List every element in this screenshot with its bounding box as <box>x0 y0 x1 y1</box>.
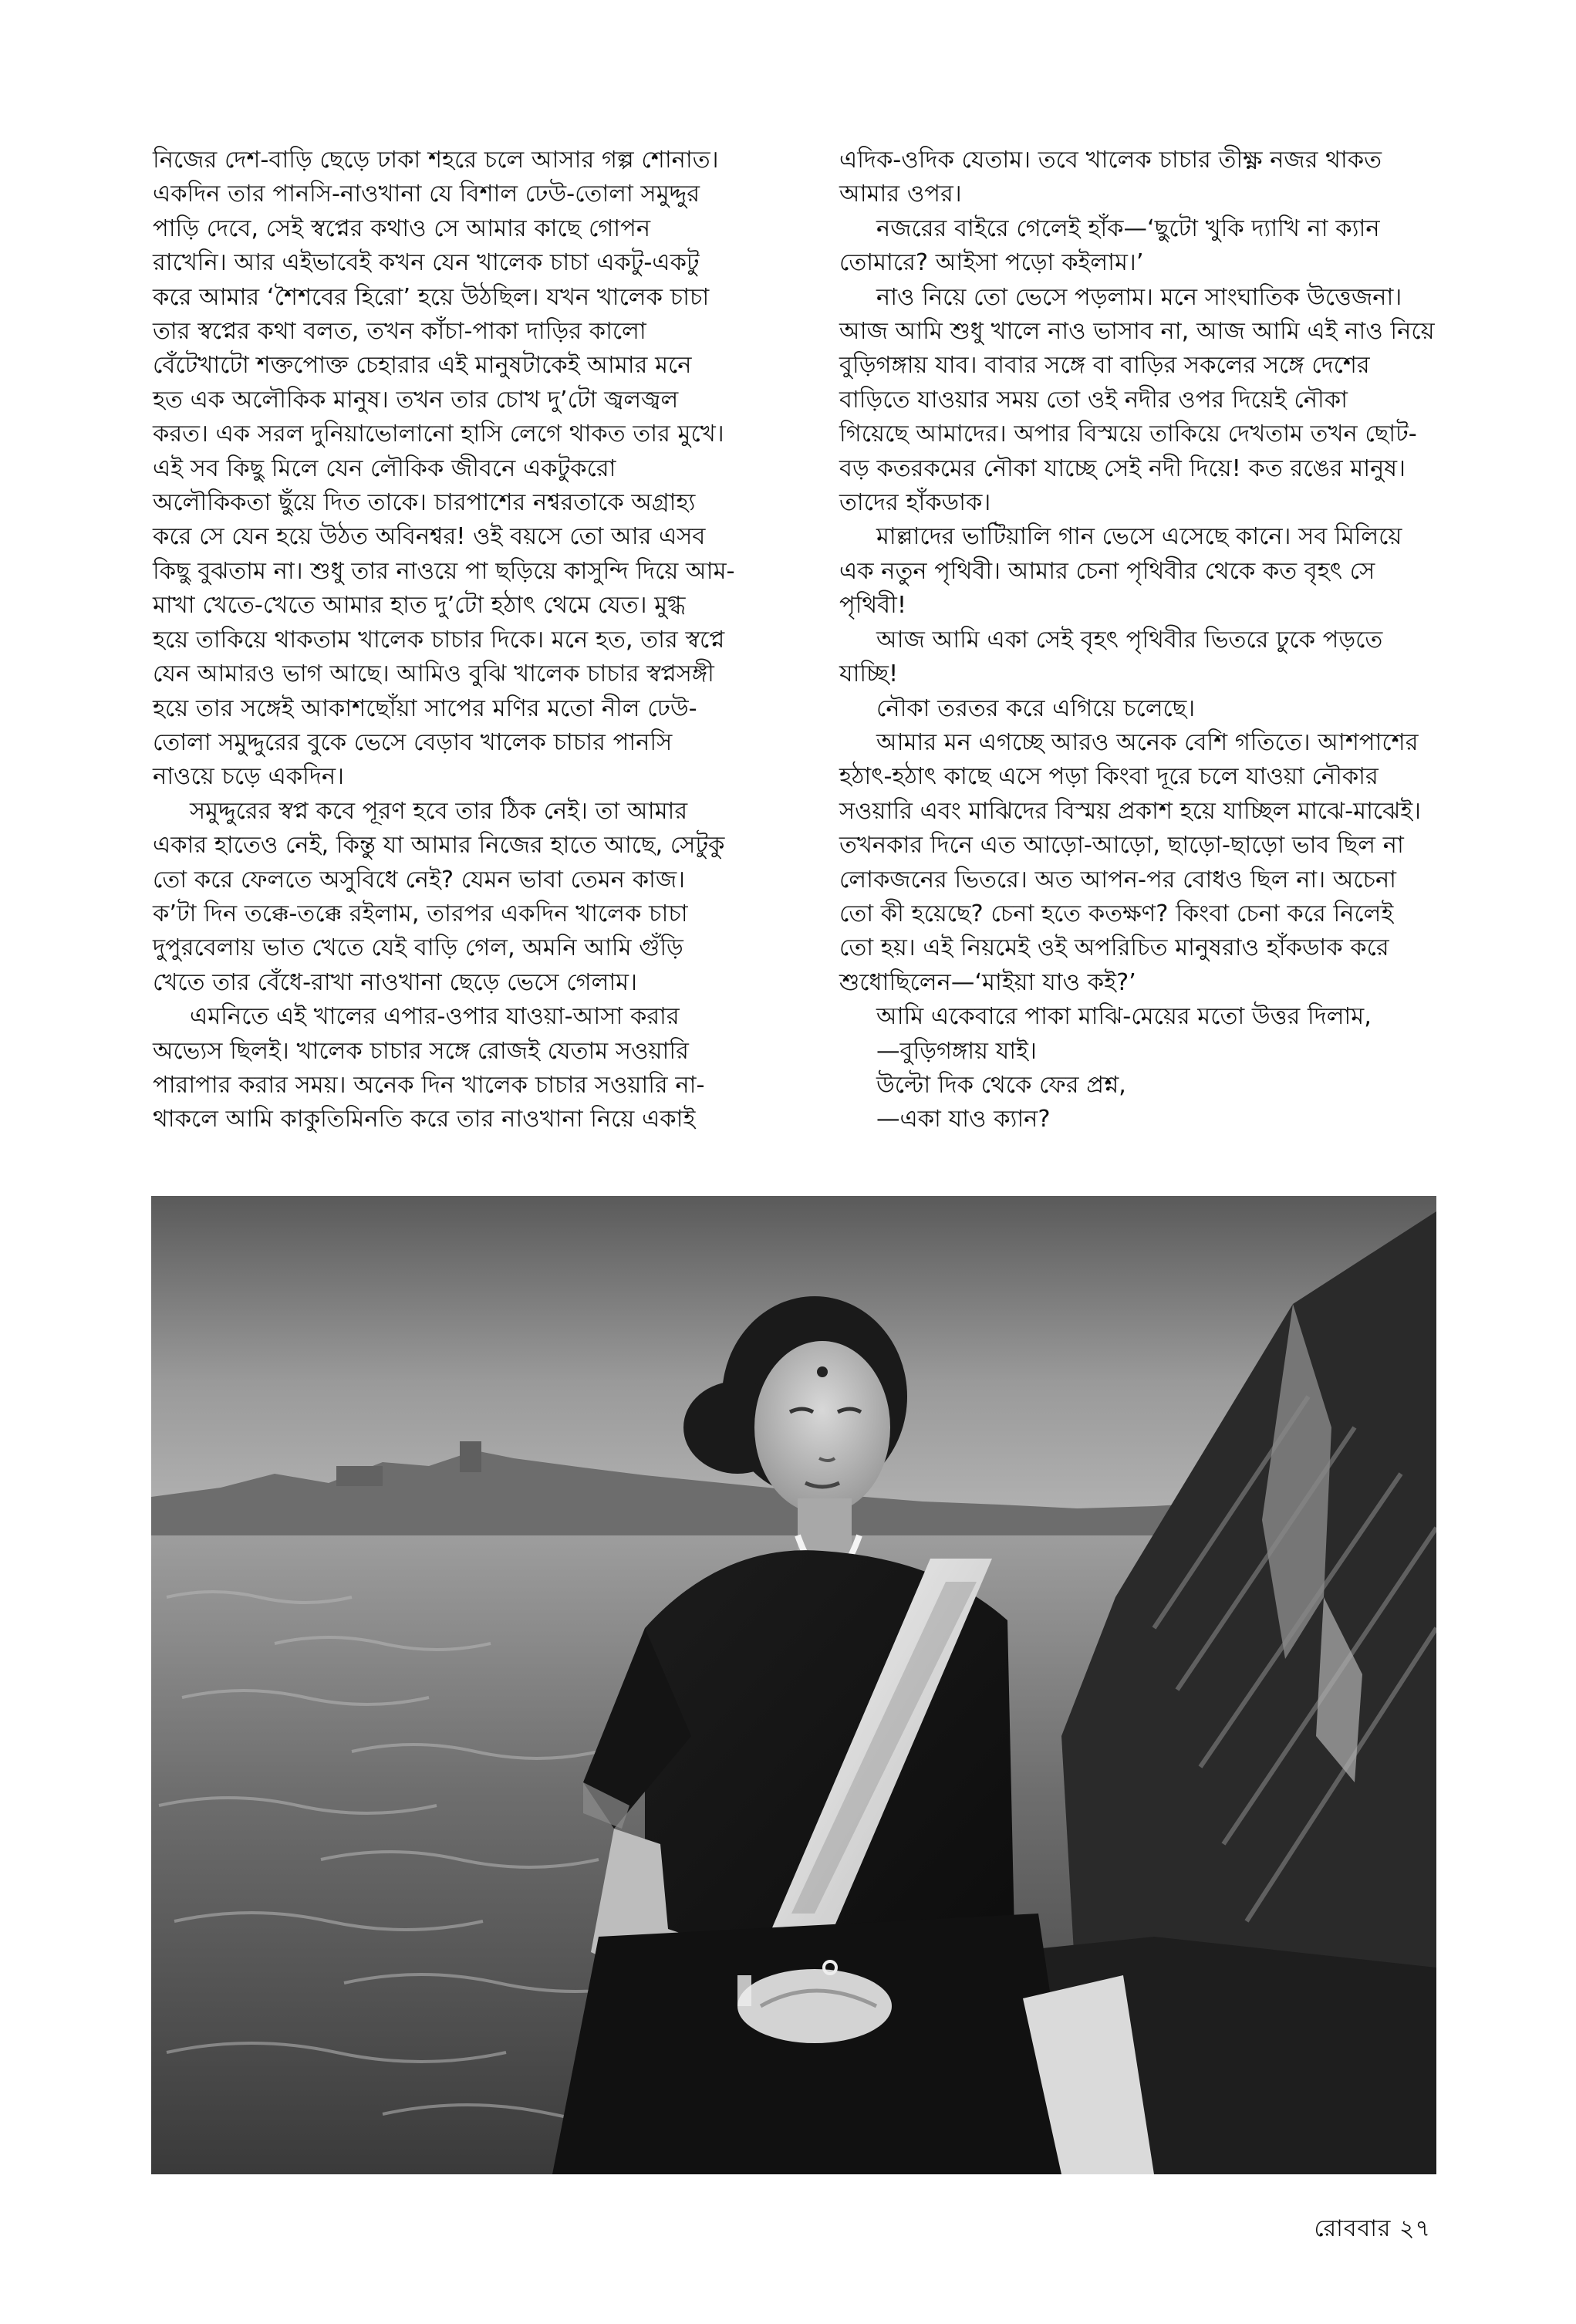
text-line: এদিক-ওদিক যেতাম। তবে খালেক চাচার তীক্ষ্ণ নজর থাকত <box>839 147 1382 174</box>
text-line: আজ আমি একা সেই বৃহৎ পৃথিবীর ভিতরে ঢুকে পড়তে <box>876 626 1383 654</box>
text-line: অভ্যেস ছিলই। খালেক চাচার সঙ্গে রোজই যেতাম সওয়ারি <box>153 1037 689 1065</box>
text-line: থাকলে আমি কাকুতিমিনতি করে তার নাওখানা নিয়ে একাই <box>153 1106 696 1133</box>
text-line: একদিন তার পানসি-নাওখানা যে বিশাল ঢেউ-তোলা সমুদ্দুর <box>153 181 700 208</box>
text-line: মাল্লাদের ভাটিয়ালি গান ভেসে এসেছে কানে। সব মিলিয়ে <box>876 523 1402 551</box>
text-line: করত। এক সরল দুনিয়াভোলানো হাসি লেগে থাকত তার মুখে। <box>153 421 724 448</box>
text-line: কিছু বুঝতাম না। শুধু তার নাওয়ে পা ছড়িয়ে কাসুন্দি দিয়ে আম- <box>153 557 735 585</box>
text-line: মাখা খেতে-খেতে আমার হাত দু’টো হঠাৎ থেমে যেত। মুগ্ধ <box>153 592 686 620</box>
text-line: তোলা সমুদ্দুরের বুকে ভেসে বেড়াব খালেক চাচার পানসি <box>153 728 673 756</box>
text-line: হঠাৎ-হঠাৎ কাছে এসে পড়া কিংবা দূরে চলে যাওয়া নৌকার <box>839 763 1379 791</box>
text-line: নজরের বাইরে গেলেই হাঁক—‘ছুটো খুকি দ্যাখি না ক্যান <box>876 214 1380 242</box>
text-line: তো করে ফেলতে অসুবিধে নেই? যেমন ভাবা তেমন কাজ। <box>153 866 686 893</box>
text-line: আমি একেবারে পাকা মাঝি-মেয়ের মতো উত্তর দিলাম, <box>876 1003 1372 1031</box>
text-line: বড় কতরকমের নৌকা যাচ্ছে সেই নদী দিয়ে! কত রঙের মানুষ। <box>839 454 1406 482</box>
text-line: নাওয়ে চড়ে একদিন। <box>153 763 345 791</box>
page-number-label: রোববার ২৭ <box>1314 2215 1431 2242</box>
text-line: তাদের হাঁকডাক। <box>839 489 991 517</box>
text-line: যেন আমারও ভাগ আছে। আমিও বুঝি খালেক চাচার স্বপ্নসঙ্গী <box>153 660 714 688</box>
text-line: নৌকা তরতর করে এগিয়ে চলেছে। <box>876 694 1196 722</box>
article-column-left <box>153 144 781 1137</box>
page-footer <box>1314 2210 1431 2249</box>
text-line: আজ আমি শুধু খালে নাও ভাসাব না, আজ আমি এই নাও নিয়ে <box>839 318 1435 346</box>
text-line: খেতে তার বেঁধে-রাখা নাওখানা ছেড়ে ভেসে গেলাম। <box>153 968 638 996</box>
text-line: —একা যাও ক্যান? <box>876 1106 1051 1133</box>
text-line: দুপুরবেলায় ভাত খেতে যেই বাড়ি গেল, অমনি আমি গুঁড়ি <box>153 934 683 962</box>
text-line: লোকজনের ভিতরে। অত আপন-পর বোধও ছিল না। অচেনা <box>839 866 1397 893</box>
text-line: অলৌকিকতা ছুঁয়ে দিত তাকে। চারপাশের নশ্বরতাকে অগ্রাহ্য <box>153 489 696 517</box>
text-line: যাচ্ছি! <box>839 660 899 688</box>
text-line: রাখেনি। আর এইভাবেই কখন যেন খালেক চাচা একটু-একটু <box>153 249 700 277</box>
text-line: পারাপার করার সময়। অনেক দিন খালেক চাচার সওয়ারি না- <box>153 1071 705 1099</box>
text-line: হয়ে তাকিয়ে থাকতাম খালেক চাচার দিকে। মনে হত, তার স্বপ্নে <box>153 626 725 654</box>
text-line: উল্টো দিক থেকে ফের প্রশ্ন, <box>876 1071 1126 1099</box>
text-line: তো কী হয়েছে? চেনা হতে কতক্ষণ? কিংবা চেনা করে নিলেই <box>839 900 1394 927</box>
text-line: ক’টা দিন তক্কে-তক্কে রইলাম, তারপর একদিন খালেক চাচা <box>153 900 688 927</box>
text-line: সওয়ারি এবং মাঝিদের বিস্ময় প্রকাশ হয়ে যাচ্ছিল মাঝে-মাঝেই। <box>839 797 1422 825</box>
text-line: নিজের দেশ-বাড়ি ছেড়ে ঢাকা শহরে চলে আসার গল্প শোনাত। <box>153 147 719 174</box>
text-line: —বুড়িগঙ্গায় যাই। <box>876 1037 1037 1065</box>
woman-on-boat-photo <box>151 1196 1436 2174</box>
text-line: সমুদ্দুরের স্বপ্ন কবে পূরণ হবে তার ঠিক নেই। তা আমার <box>190 797 688 825</box>
text-line: এই সব কিছু মিলে যেন লৌকিক জীবনে একটুকরো <box>153 454 616 482</box>
text-line: করে আমার ‘শৈশবের হিরো’ হয়ে উঠছিল। যখন খালেক চাচা <box>153 283 710 311</box>
text-line: হয়ে তার সঙ্গেই আকাশছোঁয়া সাপের মণির মতো নীল ঢেউ- <box>153 694 697 722</box>
text-line: এমনিতে এই খালের এপার-ওপার যাওয়া-আসা করার <box>190 1003 680 1031</box>
text-line: তার স্বপ্নের কথা বলত, তখন কাঁচা-পাকা দাড়ির কালো <box>153 318 646 346</box>
text-line: শুধোছিলেন—‘মাইয়া যাও কই?’ <box>839 968 1136 996</box>
text-line: পাড়ি দেবে, সেই স্বপ্নের কথাও সে আমার কাছে গোপন <box>153 214 651 242</box>
text-line: পৃথিবী! <box>839 592 907 620</box>
text-line: বুড়িগঙ্গায় যাব। বাবার সঙ্গে বা বাড়ির সকলের সঙ্গে দেশের <box>839 352 1370 380</box>
text-line: আমার মন এগচ্ছে আরও অনেক বেশি গতিতে। আশপাশের <box>876 728 1419 756</box>
text-line: গিয়েছে আমাদের। অপার বিস্ময়ে তাকিয়ে দেখতাম তখন ছোট- <box>839 421 1417 448</box>
text-line: তোমারে? আইসা পড়ো কইলাম।’ <box>839 249 1144 277</box>
article-column-right <box>839 144 1433 1137</box>
text-line: তো হয়। এই নিয়মেই ওই অপরিচিত মানুষরাও হাঁকডাক করে <box>839 934 1389 962</box>
text-line: বেঁটেখাটো শক্তপোক্ত চেহারার এই মানুষটাকেই আমার মনে <box>153 352 692 380</box>
text-line: নাও নিয়ে তো ভেসে পড়লাম। মনে সাংঘাতিক উত্তেজনা। <box>876 283 1402 311</box>
text-line: আমার ওপর। <box>839 181 962 208</box>
text-line: বাড়িতে যাওয়ার সময় তো ওই নদীর ওপর দিয়েই নৌকা <box>839 386 1348 414</box>
text-line: একার হাতেও নেই, কিন্তু যা আমার নিজের হাতে আছে, সেটুকু <box>153 832 725 860</box>
text-line: এক নতুন পৃথিবী। আমার চেনা পৃথিবীর থেকে কত বৃহৎ সে <box>839 557 1375 585</box>
text-line: করে সে যেন হয়ে উঠত অবিনশ্বর! ওই বয়সে তো আর এসব <box>153 523 706 551</box>
text-line: হত এক অলৌকিক মানুষ। তখন তার চোখ দু’টো জ্বলজ্বল <box>153 386 679 414</box>
text-line: তখনকার দিনে এত আড়ো-আড়ো, ছাড়ো-ছাড়ো ভাব ছিল না <box>839 832 1404 860</box>
